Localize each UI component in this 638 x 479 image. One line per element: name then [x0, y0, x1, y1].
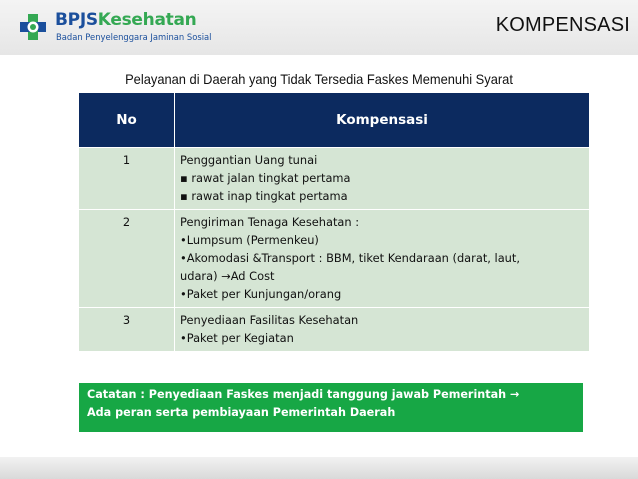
compensation-cell: [175, 210, 590, 308]
row-number: 2: [79, 210, 175, 308]
brand-tagline: Badan Penyelenggara Jaminan Sosial: [56, 32, 212, 42]
cell-line: Pengiriman Tenaga Kesehatan :: [180, 215, 360, 229]
cell-line: Penyediaan Fasilitas Kesehatan: [180, 313, 359, 327]
table-row: [79, 308, 590, 352]
note-box: [79, 383, 583, 432]
table-row: [79, 210, 590, 308]
row-number: 1: [79, 148, 175, 210]
cell-line: ▪ rawat inap tingkat pertama: [180, 189, 348, 203]
slide-subtitle: Pelayanan di Daerah yang Tidak Tersedia Faskes Memenuhi Syarat: [125, 71, 513, 87]
slide-header: [0, 0, 638, 55]
column-header-no: No: [79, 93, 175, 148]
column-header-kompensasi: Kompensasi: [175, 93, 590, 148]
note-line-1: Catatan : Penyediaan Faskes menjadi tanggung jawab Pemerintah →: [87, 388, 520, 401]
cell-line: udara) →Ad Cost: [180, 269, 275, 283]
compensation-table: [78, 92, 590, 352]
cell-line: •Paket per Kunjungan/orang: [180, 287, 342, 301]
brand-part-1: BPJS: [55, 10, 98, 30]
bpjs-logo-icon: [18, 12, 48, 42]
table-row: [79, 148, 590, 210]
row-number: 3: [79, 308, 175, 352]
brand-part-2: Kesehatan: [97, 10, 197, 30]
cell-line: •Lumpsum (Permenkeu): [180, 233, 319, 247]
compensation-cell: [175, 148, 590, 210]
brand-name: [55, 11, 196, 29]
cell-line: Penggantian Uang tunai: [180, 153, 318, 167]
cell-line: •Paket per Kegiatan: [180, 331, 294, 345]
note-line-2: Ada peran serta pembiayaan Pemerintah Daerah: [87, 406, 396, 419]
footer-band: [0, 457, 638, 479]
cell-line: ▪ rawat jalan tingkat pertama: [180, 171, 351, 185]
cell-line: •Akomodasi &Transport : BBM, tiket Kendaraan (darat, laut,: [180, 251, 520, 265]
table-header-row: [79, 93, 590, 148]
page-title: KOMPENSASI: [495, 14, 630, 36]
compensation-cell: [175, 308, 590, 352]
